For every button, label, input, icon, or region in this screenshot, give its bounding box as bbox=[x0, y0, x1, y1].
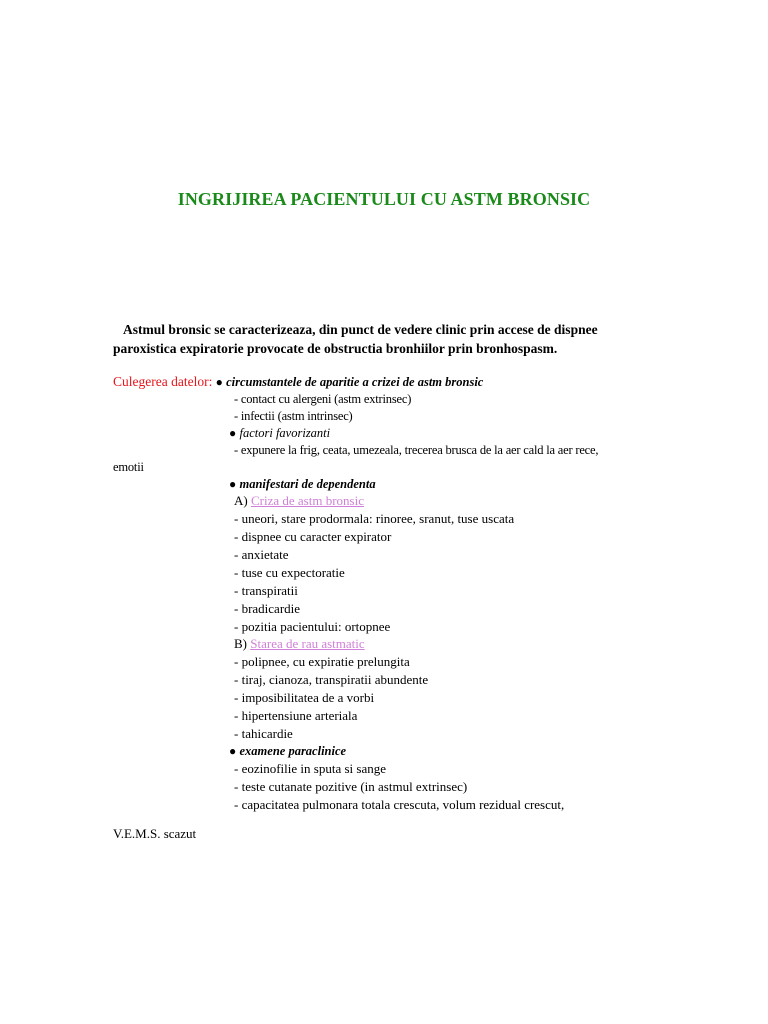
bullet-icon: ● bbox=[215, 375, 223, 389]
intro-line-2: paroxistica expiratorie provocate de obstructia bronhiilor prin bronhospasm. bbox=[113, 341, 558, 356]
subsection-title-factors: factori favorizanti bbox=[239, 426, 331, 440]
list-item: - teste cutanate pozitive (in astmul extrinsec) bbox=[234, 779, 468, 794]
list-item: - tiraj, cianoza, transpiratii abundente bbox=[234, 672, 429, 687]
bullet-icon: ● bbox=[229, 477, 237, 491]
link-criza-astm[interactable]: Criza de astm bronsic bbox=[250, 493, 364, 508]
list-item-continuation: V.E.M.S. scazut bbox=[113, 826, 197, 841]
subsection-row-exams bbox=[229, 743, 346, 759]
list-item: - hipertensiune arteriala bbox=[234, 708, 358, 723]
list-item: - uneori, stare prodormala: rinoree, sranut, tuse uscata bbox=[234, 511, 515, 526]
subsection-title-manifestations: manifestari de dependenta bbox=[239, 477, 376, 491]
section-heading-row bbox=[113, 374, 483, 390]
list-item: - capacitatea pulmonara totala crescuta, volum rezidual crescut, bbox=[234, 797, 565, 812]
subsection-title-circumstances: circumstantele de aparitie a crizei de astm bronsic bbox=[226, 375, 484, 389]
list-item: - infectii (astm intrinsec) bbox=[234, 409, 353, 423]
subsection-row-factors bbox=[229, 425, 330, 441]
list-item: - contact cu alergeni (astm extrinsec) bbox=[234, 392, 412, 406]
list-item: - bradicardie bbox=[234, 601, 301, 616]
subheading-b-row bbox=[234, 636, 365, 652]
bullet-icon: ● bbox=[229, 744, 237, 758]
list-item: - eozinofilie in sputa si sange bbox=[234, 761, 386, 776]
subsection-title-exams: examene paraclinice bbox=[239, 744, 347, 758]
intro-paragraph bbox=[113, 320, 673, 358]
list-item: - transpiratii bbox=[234, 583, 298, 598]
intro-line-1: Astmul bronsic se caracterizeaza, din punct de vedere clinic prin accese de dispnee bbox=[123, 322, 598, 337]
list-item: - imposibilitatea de a vorbi bbox=[234, 690, 375, 705]
bullet-icon: ● bbox=[229, 426, 237, 440]
list-item: - polipnee, cu expiratie prelungita bbox=[234, 654, 410, 669]
list-item-continuation: emotii bbox=[113, 460, 144, 474]
list-item: - dispnee cu caracter expirator bbox=[234, 529, 392, 544]
list-item: - tahicardie bbox=[234, 726, 293, 741]
document-title: INGRIJIREA PACIENTULUI CU ASTM BRONSIC bbox=[177, 189, 591, 209]
list-item: - expunere la frig, ceata, umezeala, trecerea brusca de la aer cald la aer rece, bbox=[234, 443, 599, 457]
link-starea-rau-astmatic[interactable]: Starea de rau astmatic bbox=[250, 636, 365, 651]
subsection-row-manifestations bbox=[229, 476, 376, 492]
list-item: - pozitia pacientului: ortopnee bbox=[234, 619, 391, 634]
subheading-a-row bbox=[234, 493, 364, 509]
section-heading: Culegerea datelor: bbox=[113, 374, 213, 389]
subheading-b-prefix: B) bbox=[234, 636, 247, 651]
list-item: - anxietate bbox=[234, 547, 289, 562]
list-item: - tuse cu expectoratie bbox=[234, 565, 345, 580]
subheading-a-prefix: A) bbox=[234, 493, 248, 508]
